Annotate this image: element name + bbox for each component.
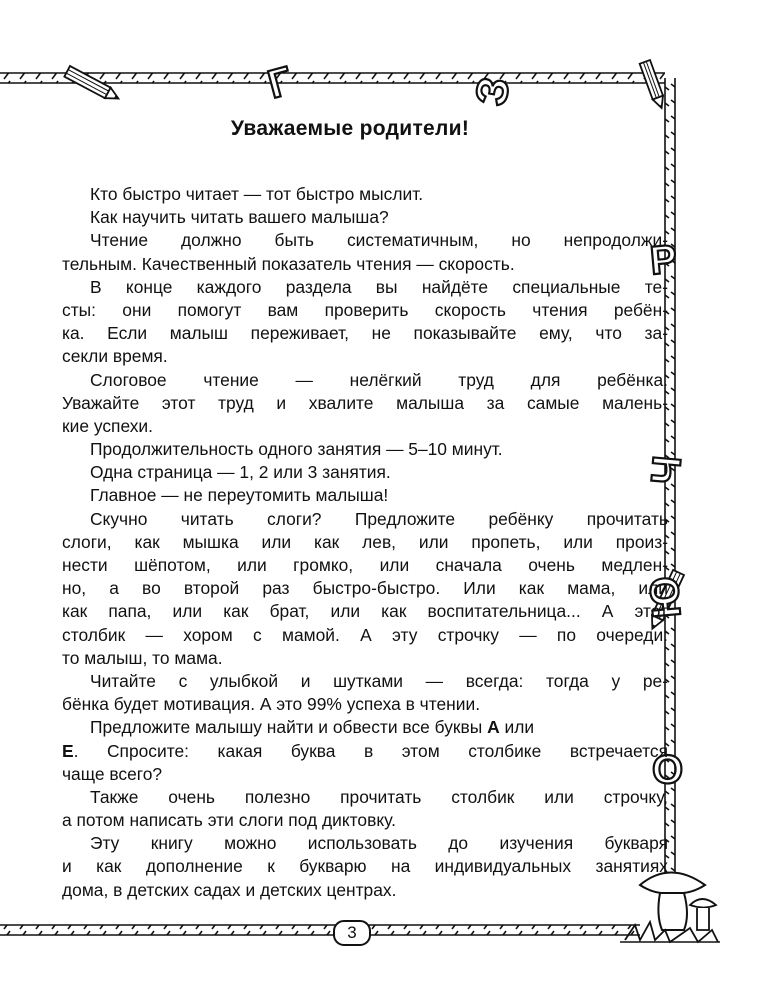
text-line: и как дополнение к букварю на индивидуальных занятиях <box>62 856 668 877</box>
text-fragment: . Спросите: какая буква в этом столбике встречается <box>73 740 668 761</box>
text-line: чаще всего? <box>62 763 163 784</box>
text-line: Также очень полезно прочитать столбик или строчку, <box>90 786 668 807</box>
text-line: а потом написать эти слоги под диктовку. <box>62 810 396 831</box>
page-title: Уважаемые родители! <box>230 117 470 140</box>
page-number: 3 <box>333 920 371 946</box>
letter-g-icon: Г <box>263 58 297 108</box>
text-line <box>62 740 668 763</box>
text-line: кие успехи. <box>62 415 153 436</box>
text-line: ка. Если малыш переживает, не показывайте ему, что за- <box>62 323 668 344</box>
text-line: Как научить читать вашего малыша? <box>90 207 389 228</box>
letter-ch-icon: Ч <box>643 454 690 486</box>
text-line: Эту книгу можно использовать до изучения букваря <box>90 833 668 854</box>
text-line <box>90 716 668 739</box>
text-fragment: или <box>499 717 535 738</box>
text-line: Чтение должно быть систематичным, но непродолжи- <box>90 230 668 251</box>
text-line: столбик — хором с мамой. А эту строчку — по очереди: <box>62 624 668 645</box>
text-line: Уважайте этот труд и хвалите малыша за самые малень- <box>62 392 668 413</box>
text-line: нести шёпотом, или громко, или сначала очень медлен- <box>62 555 668 575</box>
bold-letter-e: Е <box>62 740 74 761</box>
text-line: Читайте с улыбкой и шутками — всегда: тогда у ре- <box>90 670 668 691</box>
bold-letter-a: А <box>487 717 500 738</box>
text-line: тельным. Качественный показатель чтения — скорость. <box>62 253 515 274</box>
letter-o-icon: О <box>652 748 684 792</box>
letter-z-icon: З <box>466 73 520 110</box>
text-line: Главное — не переутомить малыша! <box>90 485 389 506</box>
text-line: Продолжительность одного занятия — 5–10 минут. <box>90 439 503 460</box>
text-line: Слоговое чтение — нелёгкий труд для ребёнка. <box>90 369 668 390</box>
text-line: Одна страница — 1, 2 или 3 занятия. <box>90 462 391 483</box>
text-line: слоги, как мышка или как лев, или пропеть, или произ- <box>62 531 668 552</box>
text-line: секли время. <box>62 346 168 367</box>
text-fragment: Предложите малышу найти и обвести все буквы <box>90 717 488 738</box>
text-line: но, а во второй раз быстро-быстро. Или как мама, или <box>62 578 668 599</box>
text-line: бёнка будет мотивация. А это 99% успеха в чтении. <box>62 694 481 715</box>
text-line: то малыш, то мама. <box>62 647 223 668</box>
letter-yu-icon: Ю <box>642 574 690 620</box>
text-line: Скучно читать слоги? Предложите ребёнку прочитать <box>90 508 668 529</box>
letter-r-icon: Р <box>648 237 679 284</box>
text-line: сты: они помогут вам проверить скорость чтения ребён- <box>62 299 668 320</box>
text-line: В конце каждого раздела вы найдёте специальные те- <box>90 276 668 297</box>
text-line: Кто быстро читает — тот быстро мыслит. <box>90 184 424 204</box>
body-text <box>62 183 668 902</box>
text-line: дома, в детских садах и детских центрах. <box>62 879 397 900</box>
text-line: как папа, или как брат, или как воспитательница... А этот <box>62 601 668 622</box>
